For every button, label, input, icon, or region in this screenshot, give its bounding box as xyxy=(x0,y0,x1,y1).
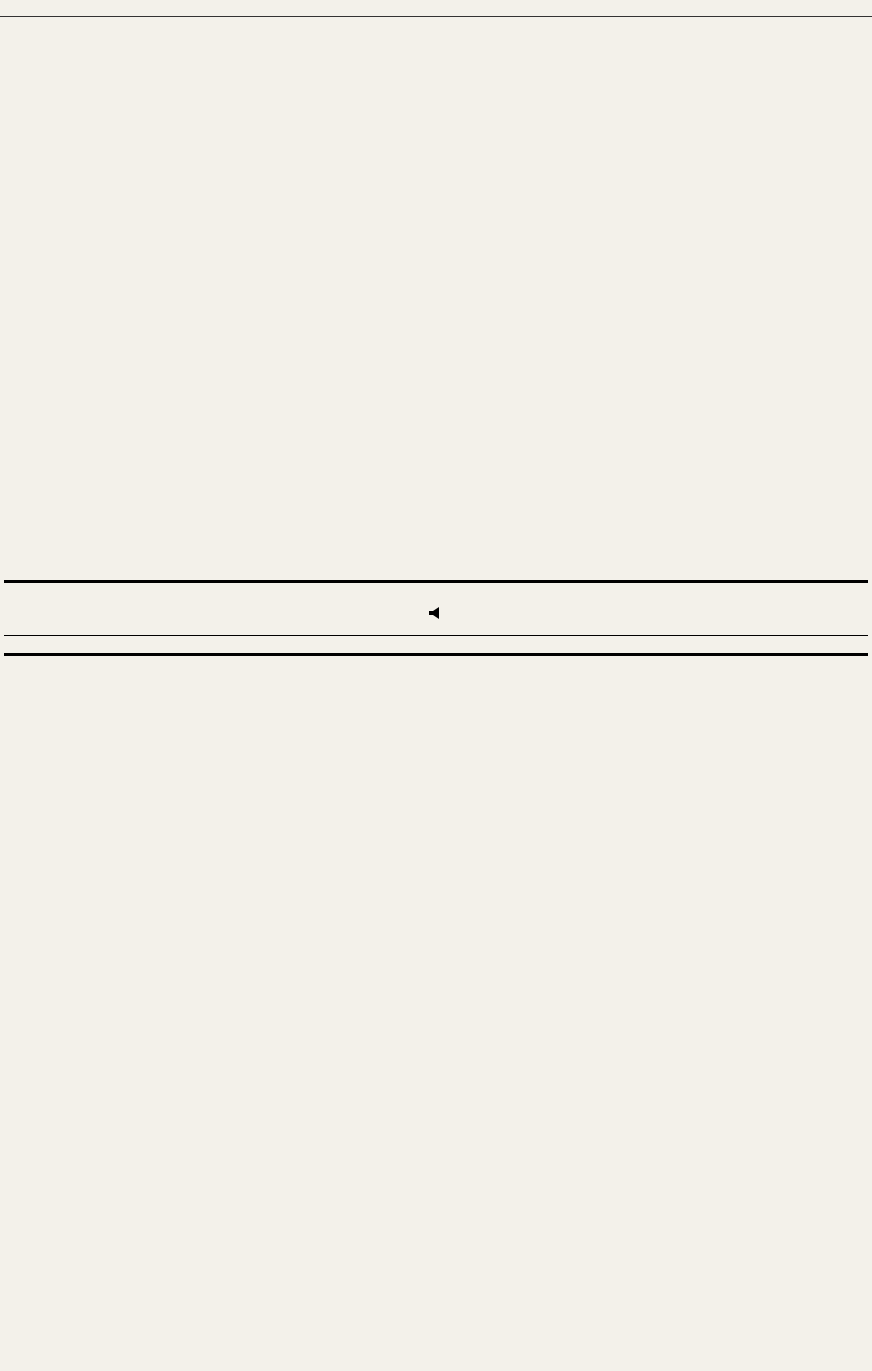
page-masthead xyxy=(0,0,872,17)
service-guide-columns xyxy=(4,656,868,1368)
guide-deadlines xyxy=(4,635,868,636)
home-service-guide-banner xyxy=(4,580,868,656)
help-wanted-columns xyxy=(4,20,868,570)
megaphone-icon xyxy=(427,606,445,620)
guide-title xyxy=(4,583,868,635)
